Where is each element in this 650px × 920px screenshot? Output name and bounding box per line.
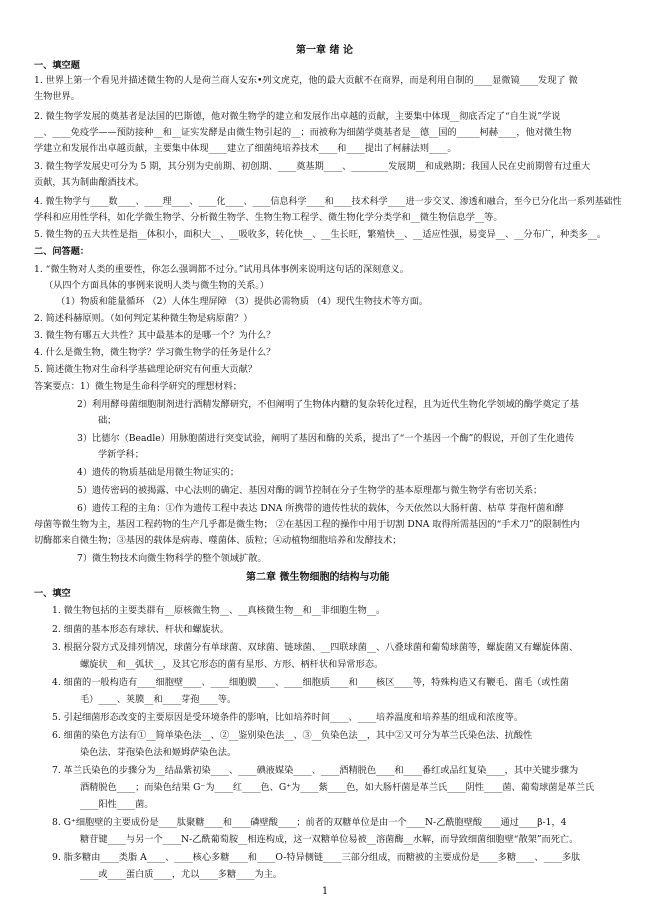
ch1-fill-2-line-2: __、____免疫学——预防接种__和__证实发酵是由微生物引起的__；而被称为细菌学奠基者是__德__国的_____柯赫____，他对微生物	[34, 127, 572, 138]
ch2-fill-7-line-2: 酒精脱色____；而染色结果 G⁻为____红____色、G⁺为____紫____色，如大肠杆菌是革兰氏____阴性____菌、葡萄球菌是革兰氏	[80, 782, 595, 793]
ch1-fill-2-line-1: 2. 微生物学发展的奠基者是法国的巴斯德，他对微生物学的建立和发展作出卓越的贡献，主要集中体现__彻底否定了“自生说”学说	[34, 111, 561, 122]
ch2-fill-5: 5. 引起细菌形态改变的主要原因是受环境条件的影响，比如培养时间____、____培养温度和培养基的组成和浓度等。	[52, 712, 524, 723]
ch1-fill-1-line-2: 生物世界。	[34, 91, 80, 102]
answer-point-3-line-2: 学新学科；	[98, 449, 144, 460]
question-4: 4. 什么是微生物，微生物学？学习微生物学的任务是什么？	[34, 347, 276, 358]
ch2-fill-7-line-1: 7. 革兰氏染色的步骤分为__结晶紫初染____、____碘液媒染____、____酒精脱色____和____番红或品红复染____，其中关键步骤为	[52, 765, 579, 776]
ch2-fill-4-line-2: 毛）____、荚膜__和____芽孢____等。	[80, 694, 237, 705]
section-heading-fill-blanks: 一、填空题	[34, 60, 80, 71]
question-5: 5. 简述微生物对生命科学基础理论研究有何重大贡献？	[34, 364, 257, 375]
answer-point-3-line-1: 3）比德尔（Beadle）用脉胞菌进行突变试验，阐明了基因和酶的关系，提出了“一个基因一个酶”的假说，开创了生化遗传	[77, 433, 575, 444]
ch2-fill-3-line-1: 3. 根据分裂方式及排列情况，球菌分有单球菌、双球菌、链球菌、__四联球菌__、八叠球菌和葡萄球菌等，螺旋菌又有螺旋体菌、	[52, 642, 579, 653]
question-3: 3. 微生物有哪五大共性？其中最基本的是哪一个？为什么？	[34, 330, 276, 341]
page-number: 1	[321, 886, 329, 897]
ch2-fill-4-line-1: 4. 细菌的一般构造有____细胞壁____、____细胞膜____、____细胞质____和____核区____等，特殊构造又有鞭毛、菌毛（或性菌	[52, 677, 569, 688]
ch1-fill-5: 5. 微生物的五大共性是指__体积小，面积大__、__吸收多，转化快__、__生长旺，繁殖快__、__适应性强，易变异__、__分布广，种类多__。	[34, 229, 607, 240]
answer-point-1: 答案要点：1）微生物是生命科学研究的理想材料；	[34, 381, 242, 392]
ch2-fill-8-line-2: 糖苷键____与另一个____N-乙酰葡萄胺__相连构成，这一双糖单位易被__溶菌酶__水解，而导致细菌细胞壁“散架”而死亡。	[80, 834, 579, 845]
ch2-fill-1: 1. 微生物包括的主要类群有__原核微生物__、__真核微生物__和__非细胞生物__。	[52, 605, 386, 616]
answer-point-5: 5）遗传密码的被揭露、中心法则的确定、基因对酶的调节控制在分子生物学的基本原理都与微生物学有密切关系；	[77, 485, 543, 496]
question-1-hint: （从四个方面具体的事例来说明人类与微生物的关系。）	[44, 280, 270, 291]
ch2-fill-3-line-2: 螺旋状__和__弧状__，及其它形态的菌有星形、方形、柄杆状和异常形态。	[80, 659, 384, 670]
section-heading-questions: 二、问答题：	[34, 246, 90, 257]
chapter-1-title: 第一章 绪 论	[296, 45, 353, 56]
question-1: 1. “微生物对人类的重要性，你怎么强调都不过分。”试用具体事例来说明这句话的深刻意义。	[34, 264, 409, 275]
question-1-aspects: （1）物质和能量循环 （2）人体生理屏障 （3）提供必需物质 （4）现代生物技术等方面。	[56, 296, 429, 307]
ch1-fill-1-line-1: 1. 世界上第一个看见并描述微生物的人是荷兰商人安东•列文虎克，他的最大贡献不在商界，而是利用自制的____显微镜____发现了 微	[34, 75, 578, 86]
ch2-fill-6-line-1: 6. 细菌的染色方法有①__简单染色法__、②__鉴别染色法__、③__负染色法__，其中②又可分为革兰氏染色法、抗酸性	[52, 730, 533, 741]
question-2: 2. 简述科赫原则。（如何判定某种微生物是病原菌？）	[34, 313, 253, 324]
answer-point-4: 4）遗传的物质基础是用微生物证实的；	[77, 467, 240, 478]
answer-point-2-line-2: 础；	[98, 415, 117, 426]
answer-point-2-line-1: 2）利用酵母菌细胞制剂进行酒精发酵研究，不但阐明了生物体内糖的复杂转化过程，且为近代生物化学领域的酶学奠定了基	[77, 399, 579, 410]
ch2-fill-9-line-1: 9. 脂多糖由____类脂 A____、____核心多糖____和____O-特异侧链____三部分组成，而糖被的主要成份是____多糖____、____多肽	[52, 852, 581, 863]
ch2-fill-7-line-3: ____阳性____菌。	[80, 799, 154, 810]
ch1-fill-3-line-1: 3. 微生物学发展史可分为 5 期，其分别为史前期、初创期、____奠基期____、________发展期__和成熟期；我国人民在史前期曾有过重大	[34, 161, 591, 172]
ch1-fill-2-line-3: 学建立和发展作出卓越贡献，主要集中体现____建立了细菌纯培养技术____和____提出了柯赫法则____。	[34, 143, 457, 154]
ch2-fill-8-line-1: 8. G⁺细胞壁的主要成份是____肽聚糖____和____磷壁酸____；前者的双糖单位是由一个____N-乙酰胞壁酸____通过____β-1，4	[52, 817, 567, 828]
ch2-fill-2: 2. 细菌的基本形态有球状、杆状和螺旋状。	[52, 624, 230, 635]
answer-point-6-line-3: 切酶都来自微生物；③基因的载体是病毒、噬菌体、质粒；④动植物细胞培养和发酵技术；	[34, 535, 402, 546]
answer-point-7: 7）微生物技术向微生物科学的整个领域扩散。	[77, 553, 267, 564]
ch1-fill-3-line-2: 贡献，其为制曲酿酒技术。	[34, 177, 145, 188]
section-heading-fill: 一、填空	[34, 588, 71, 599]
chapter-2-title: 第二章 微生物细胞的结构与功能	[246, 572, 390, 583]
ch2-fill-6-line-2: 染色法、芽孢染色法和姬姆萨染色法。	[80, 747, 237, 758]
ch1-fill-4-line-1: 4. 微生物学与____数____、____理____、____化____、____信息科学____和____技术科学____进一步交叉、渗透和融合，至今已分化出一系列基础性	[34, 196, 622, 207]
answer-point-6-line-1: 6）遗传工程的主角：①作为遗传工程中表达 DNA 所携带的遗传性状的载体，今天依然以大肠杆菌、枯草 芽孢杆菌和酵	[77, 503, 564, 514]
ch2-fill-9-line-2: ____或____蛋白质____，尤以____多糖____为主。	[80, 869, 283, 880]
ch1-fill-4-line-2: 学科和应用性学科，如化学微生物学、分析微生物学、生物生物工程学、微生物化学分类学和__微生物信息学__等。	[34, 212, 503, 223]
answer-point-6-line-2: 母菌等微生物为主，基因工程药物的生产几乎都是微生物； ②在基因工程的操作中用于切割 DNA 取得所需基因的“手术刀”的限制性内	[34, 519, 580, 530]
